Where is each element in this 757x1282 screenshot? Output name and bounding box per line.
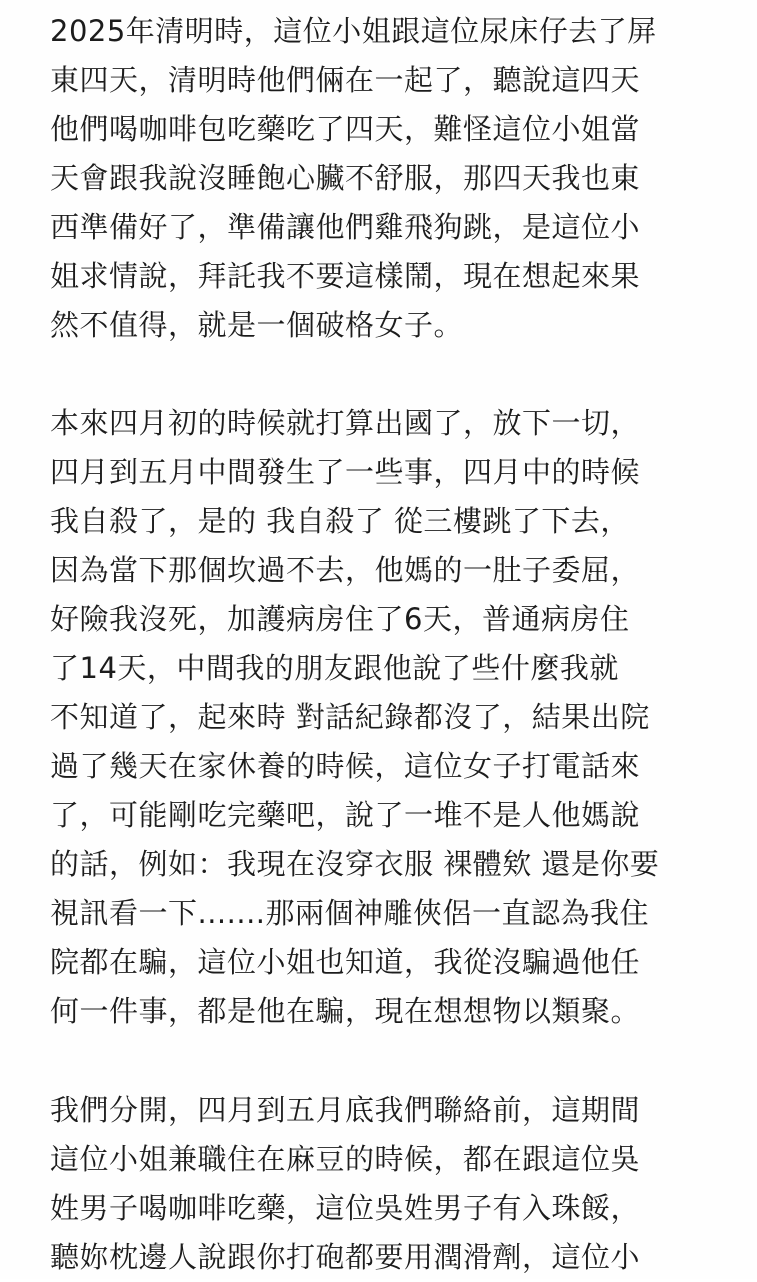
text-line: 2025年清明時，這位小姐跟這位尿床仔去了屏 [50, 14, 657, 48]
text-line: 聽妳枕邊人說跟你打砲都要用潤滑劑，這位小 [50, 1240, 641, 1274]
text-line: 院都在騙，這位小姐也知道，我從沒騙過他任 [50, 945, 641, 979]
text-line: 了，可能剛吃完藥吧，說了一堆不是人他媽說 [50, 798, 641, 832]
text-line: 過了幾天在家休養的時候，這位女子打電話來 [50, 749, 641, 783]
text-line: 何一件事，都是他在騙，現在想想物以類聚。 [50, 994, 641, 1028]
text-line: 然不值得，就是一個破格女子。 [50, 308, 464, 342]
text-line: 我自殺了，是的 我自殺了 從三樓跳了下去， [50, 504, 630, 538]
text-line: 的話，例如：我現在沒穿衣服 裸體欸 還是你要 [50, 847, 660, 881]
text-line: 天會跟我說沒睡飽心臟不舒服，那四天我也東 [50, 161, 641, 195]
text-line: 姐求情說，拜託我不要這樣鬧，現在想起來果 [50, 259, 641, 293]
text-line: 西準備好了，準備讓他們雞飛狗跳，是這位小 [50, 210, 641, 244]
text-line: 姓男子喝咖啡吃藥，這位吳姓男子有入珠餒， [50, 1191, 641, 1225]
text-line: 四月到五月中間發生了一些事，四月中的時候 [50, 455, 641, 489]
text-line: 好險我沒死，加護病房住了6天，普通病房住 [50, 602, 630, 636]
text-line: 這位小姐兼職住在麻豆的時候，都在跟這位吳 [50, 1142, 641, 1176]
paragraph-2 [50, 399, 740, 1036]
text-line: 本來四月初的時候就打算出國了，放下一切， [50, 406, 641, 440]
text-line: 視訊看一下.......那兩個神雕俠侶一直認為我住 [50, 896, 650, 930]
text-line: 我們分開，四月到五月底我們聯絡前，這期間 [50, 1093, 641, 1127]
text-line: 他們喝咖啡包吃藥吃了四天，難怪這位小姐當 [50, 112, 641, 146]
paragraph-1 [50, 7, 740, 350]
text-line: 因為當下那個坎過不去，他媽的一肚子委屈， [50, 553, 641, 587]
text-line: 東四天，清明時他們倆在一起了，聽說這四天 [50, 63, 641, 97]
paragraph-3 [50, 1086, 740, 1282]
text-line: 不知道了，起來時 對話紀錄都沒了，結果出院 [50, 700, 650, 734]
text-line: 了14天，中間我的朋友跟他說了些什麼我就 [50, 651, 619, 685]
